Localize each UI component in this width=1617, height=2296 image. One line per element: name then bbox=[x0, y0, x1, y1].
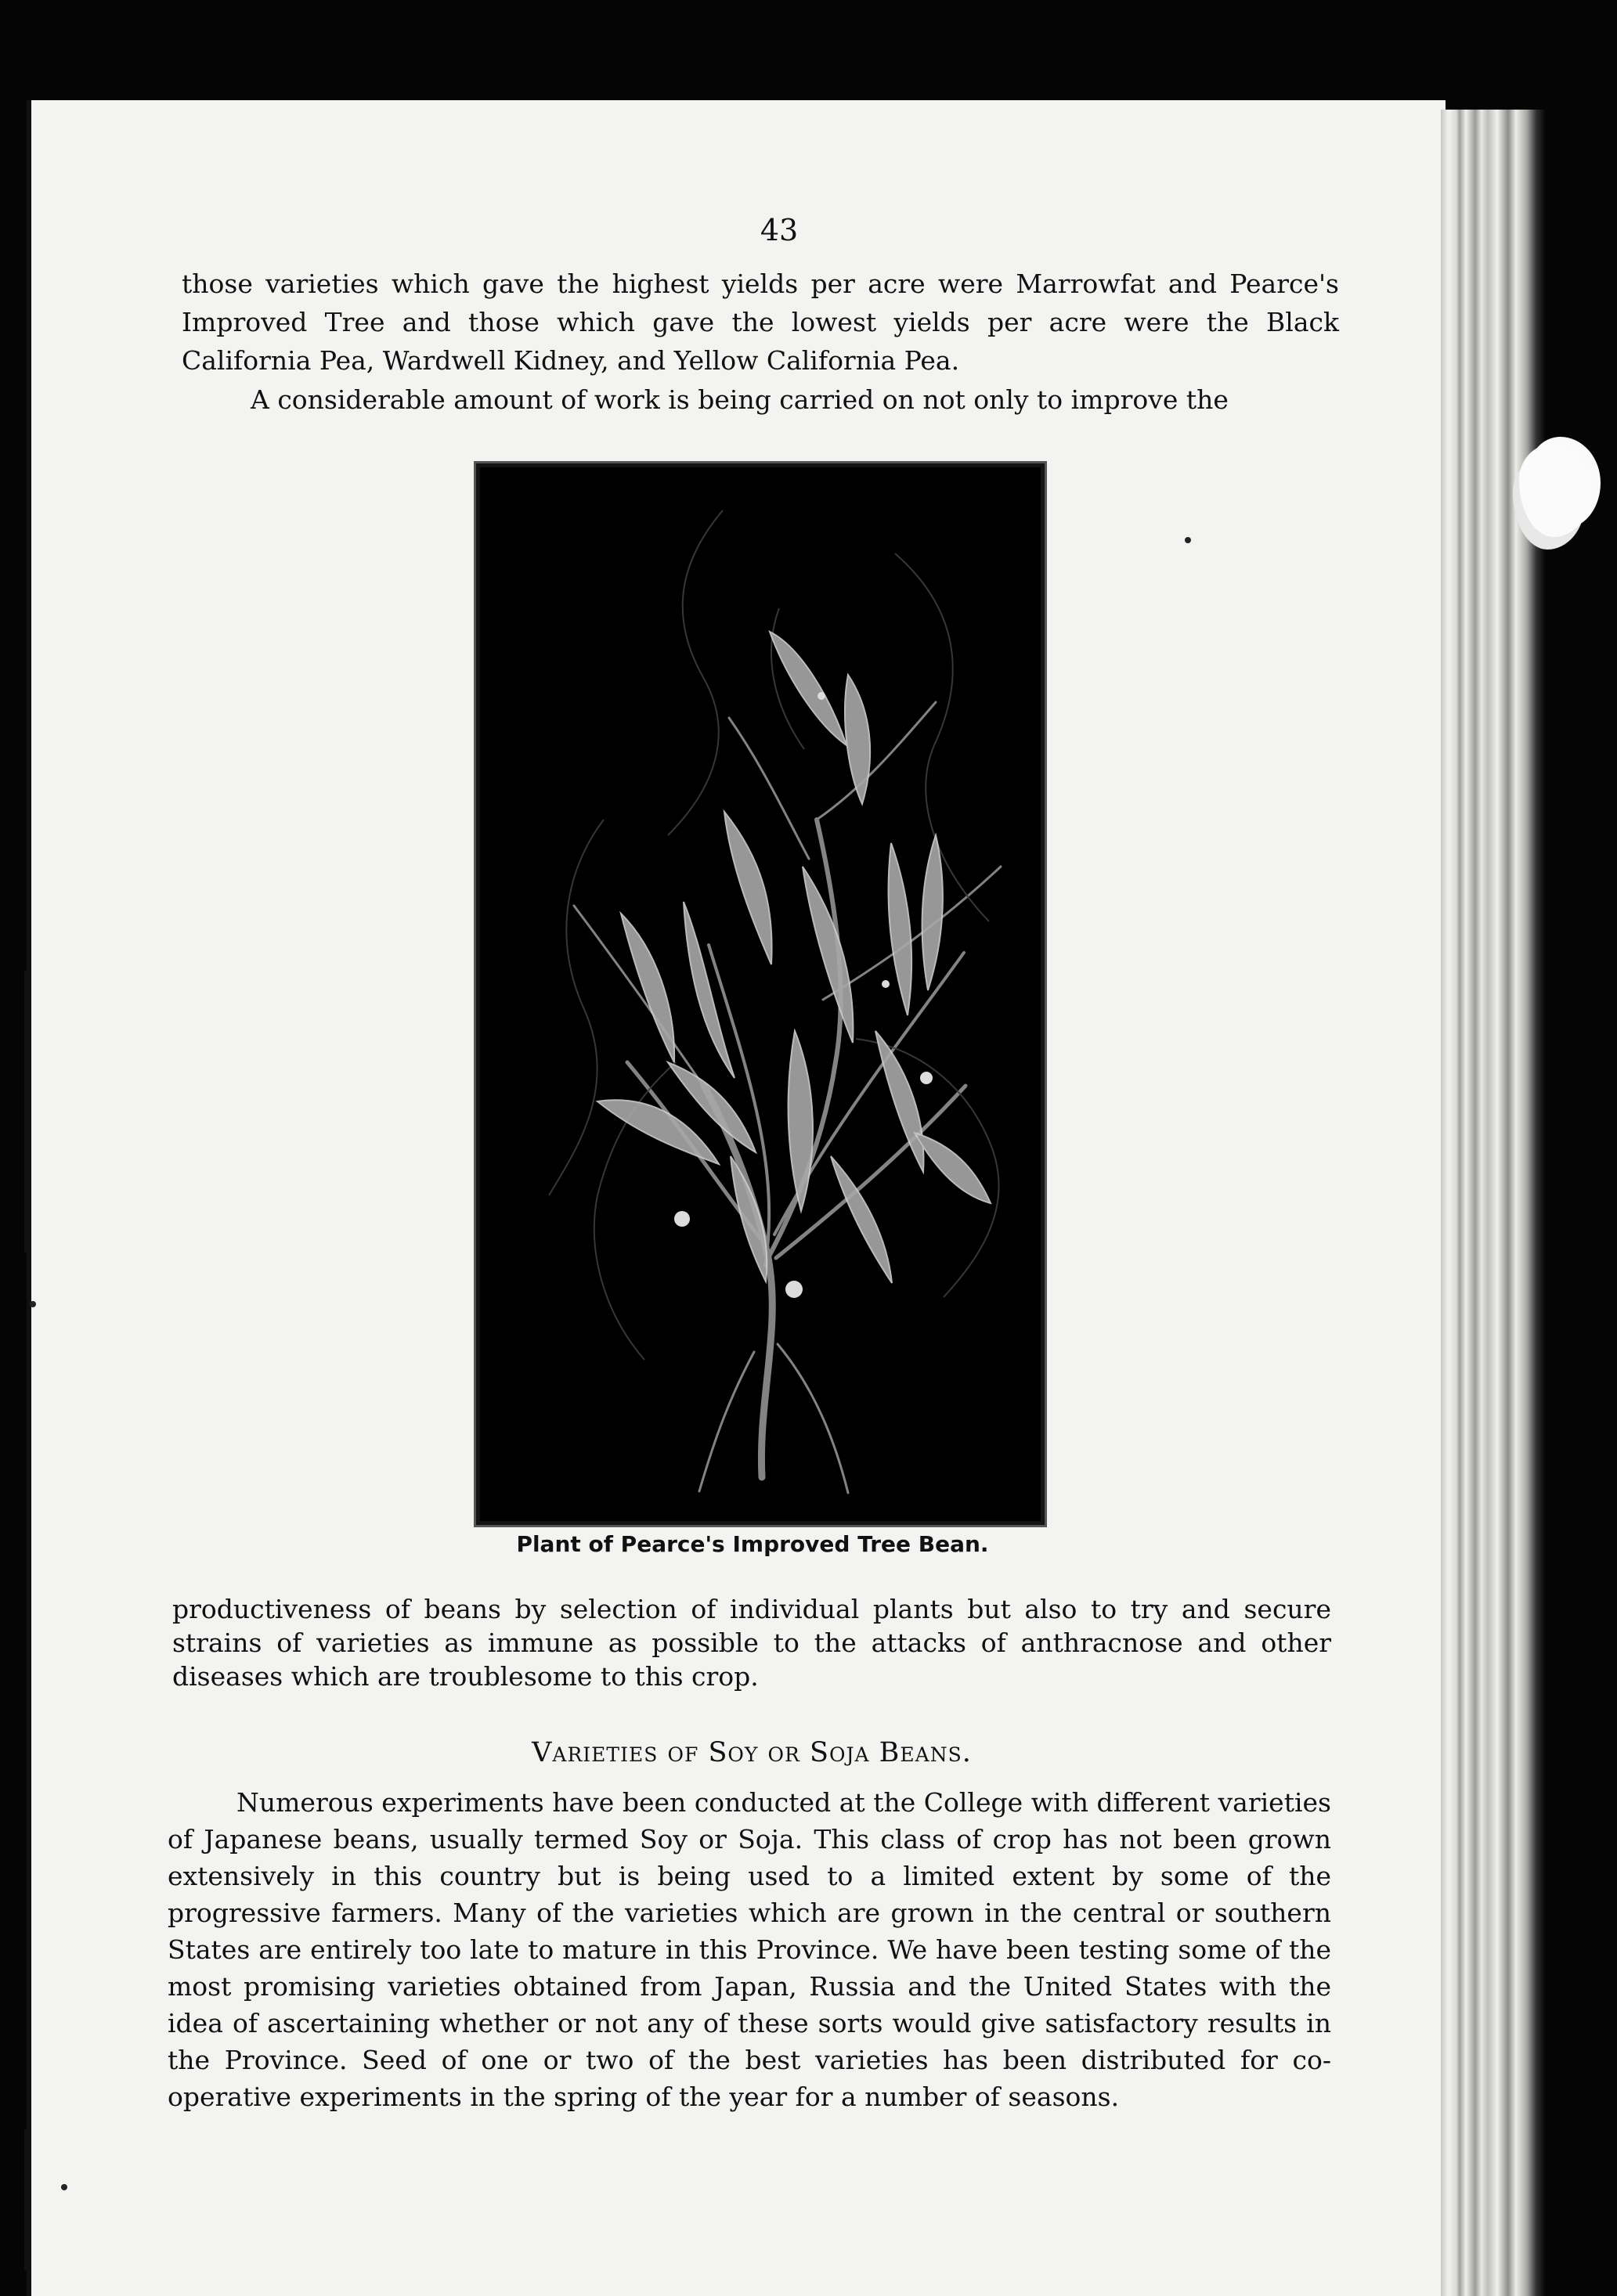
continuation-paragraph: productiveness of beans by selection of individual plants but also to try and secure strains of varieties as immune as possible to the attacks of anthracnose and other diseases which are troublesome to this crop. bbox=[172, 1594, 1331, 1692]
left-scan-edge-mark-lower bbox=[24, 2129, 27, 2270]
photo-background bbox=[480, 467, 1041, 1521]
scan-speck bbox=[1185, 537, 1191, 543]
top-text-block bbox=[182, 265, 1339, 419]
scan-speck bbox=[61, 2184, 67, 2190]
soy-bean-text-block bbox=[168, 1783, 1331, 2141]
bean-plant-photograph bbox=[476, 463, 1045, 1525]
work-sentence: A considerable amount of work is being carried on not only to improve the bbox=[251, 384, 1229, 415]
book-page-edges bbox=[1441, 110, 1546, 2296]
soy-bean-paragraph: Numerous experiments have been conducted at the College with different varieties of Japanese beans, usually termed Soy or Soja. This class of crop has not been grown extensively in this country but is being used to a limited extent by some of the progressive farmers. Many of the varieties which are grown in the central or southern States are entirely too late to mature in this Province. We have been testing some of the most promising varieties obtained from Japan, Russia and the United States with the idea of ascertaining whether or not any of these sorts would give satisfactory results in the Province. Seed of one or two of the best varieties has been distributed for co-operative experiments in the spring of the year for a number of seasons. bbox=[168, 1787, 1331, 2112]
photo-caption: Plant of Pearce's Improved Tree Bean. bbox=[516, 1531, 989, 1557]
page-number: 43 bbox=[760, 213, 799, 247]
continuation-text-block bbox=[172, 1592, 1331, 1693]
scan-speck bbox=[30, 1301, 36, 1307]
top-paragraph: those varieties which gave the highest yields per acre were Marrowfat and Pearce's Improved Tree and those which gave the lowest yields per acre were the Black California Pea, Wardwell Kidney, and Yellow California Pea. bbox=[182, 269, 1339, 376]
left-scan-edge-mark bbox=[24, 971, 27, 1253]
bean-plant-illustration bbox=[480, 467, 1041, 1521]
section-heading: Varieties of Soy or Soja Beans. bbox=[532, 1737, 972, 1768]
